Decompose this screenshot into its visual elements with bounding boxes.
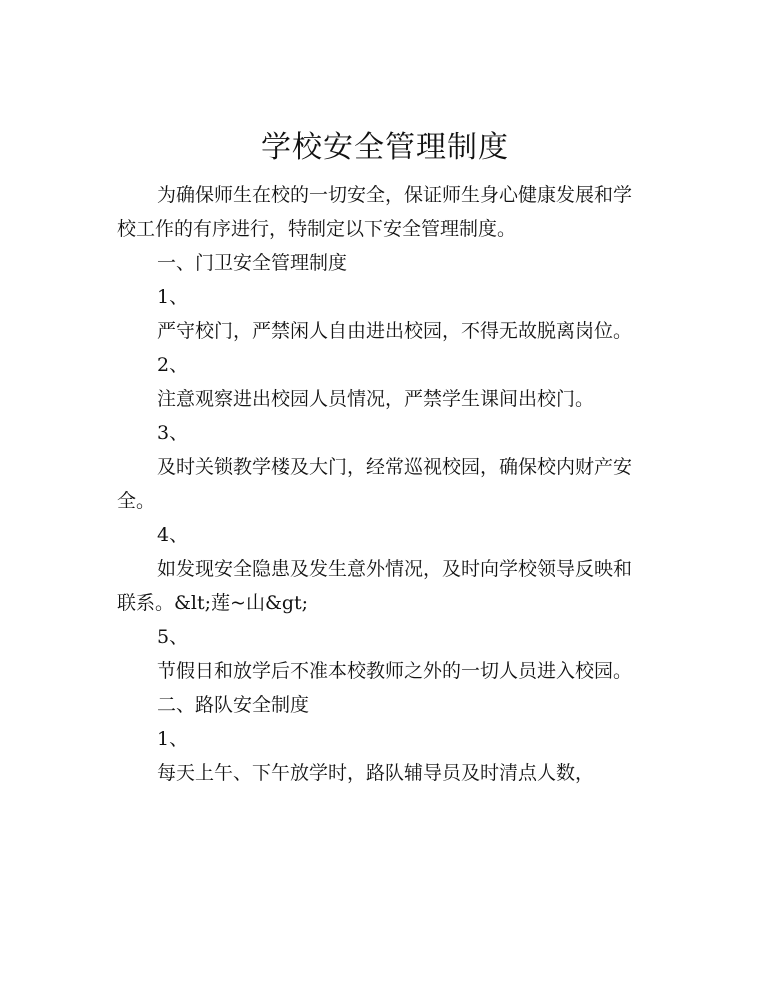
list-number: 2、 [157,354,189,376]
document-title: 学校安全管理制度 [261,130,509,165]
list-number: 5、 [157,626,189,648]
list-number: 4、 [157,524,189,546]
section-heading-route-safety: 二、路队安全制度 [157,694,310,716]
list-item: 注意观察进出校园人员情况，严禁学生课间出校门。 [157,388,595,410]
section-heading-gate-security: 一、门卫安全管理制度 [157,252,348,274]
list-item: 每天上午、下午放学时，路队辅导员及时清点人数， [157,762,595,784]
list-item: 如发现安全隐患及发生意外情况，及时向学校领导反映和联系。&lt;莲~山&gt; [117,558,633,614]
list-number: 3、 [157,422,189,444]
list-item: 及时关锁教学楼及大门，经常巡视校园，确保校内财产安全。 [117,456,633,512]
document-body [117,178,637,790]
list-number: 1、 [157,728,189,750]
list-item: 节假日和放学后不准本校教师之外的一切人员进入校园。 [157,660,633,682]
list-number: 1、 [157,286,189,308]
list-item: 严守校门，严禁闲人自由进出校园，不得无故脱离岗位。 [157,320,633,342]
paragraph-intro: 为确保师生在校的一切安全，保证师生身心健康发展和学校工作的有序进行，特制定以下安全管理制度。 [117,184,633,240]
